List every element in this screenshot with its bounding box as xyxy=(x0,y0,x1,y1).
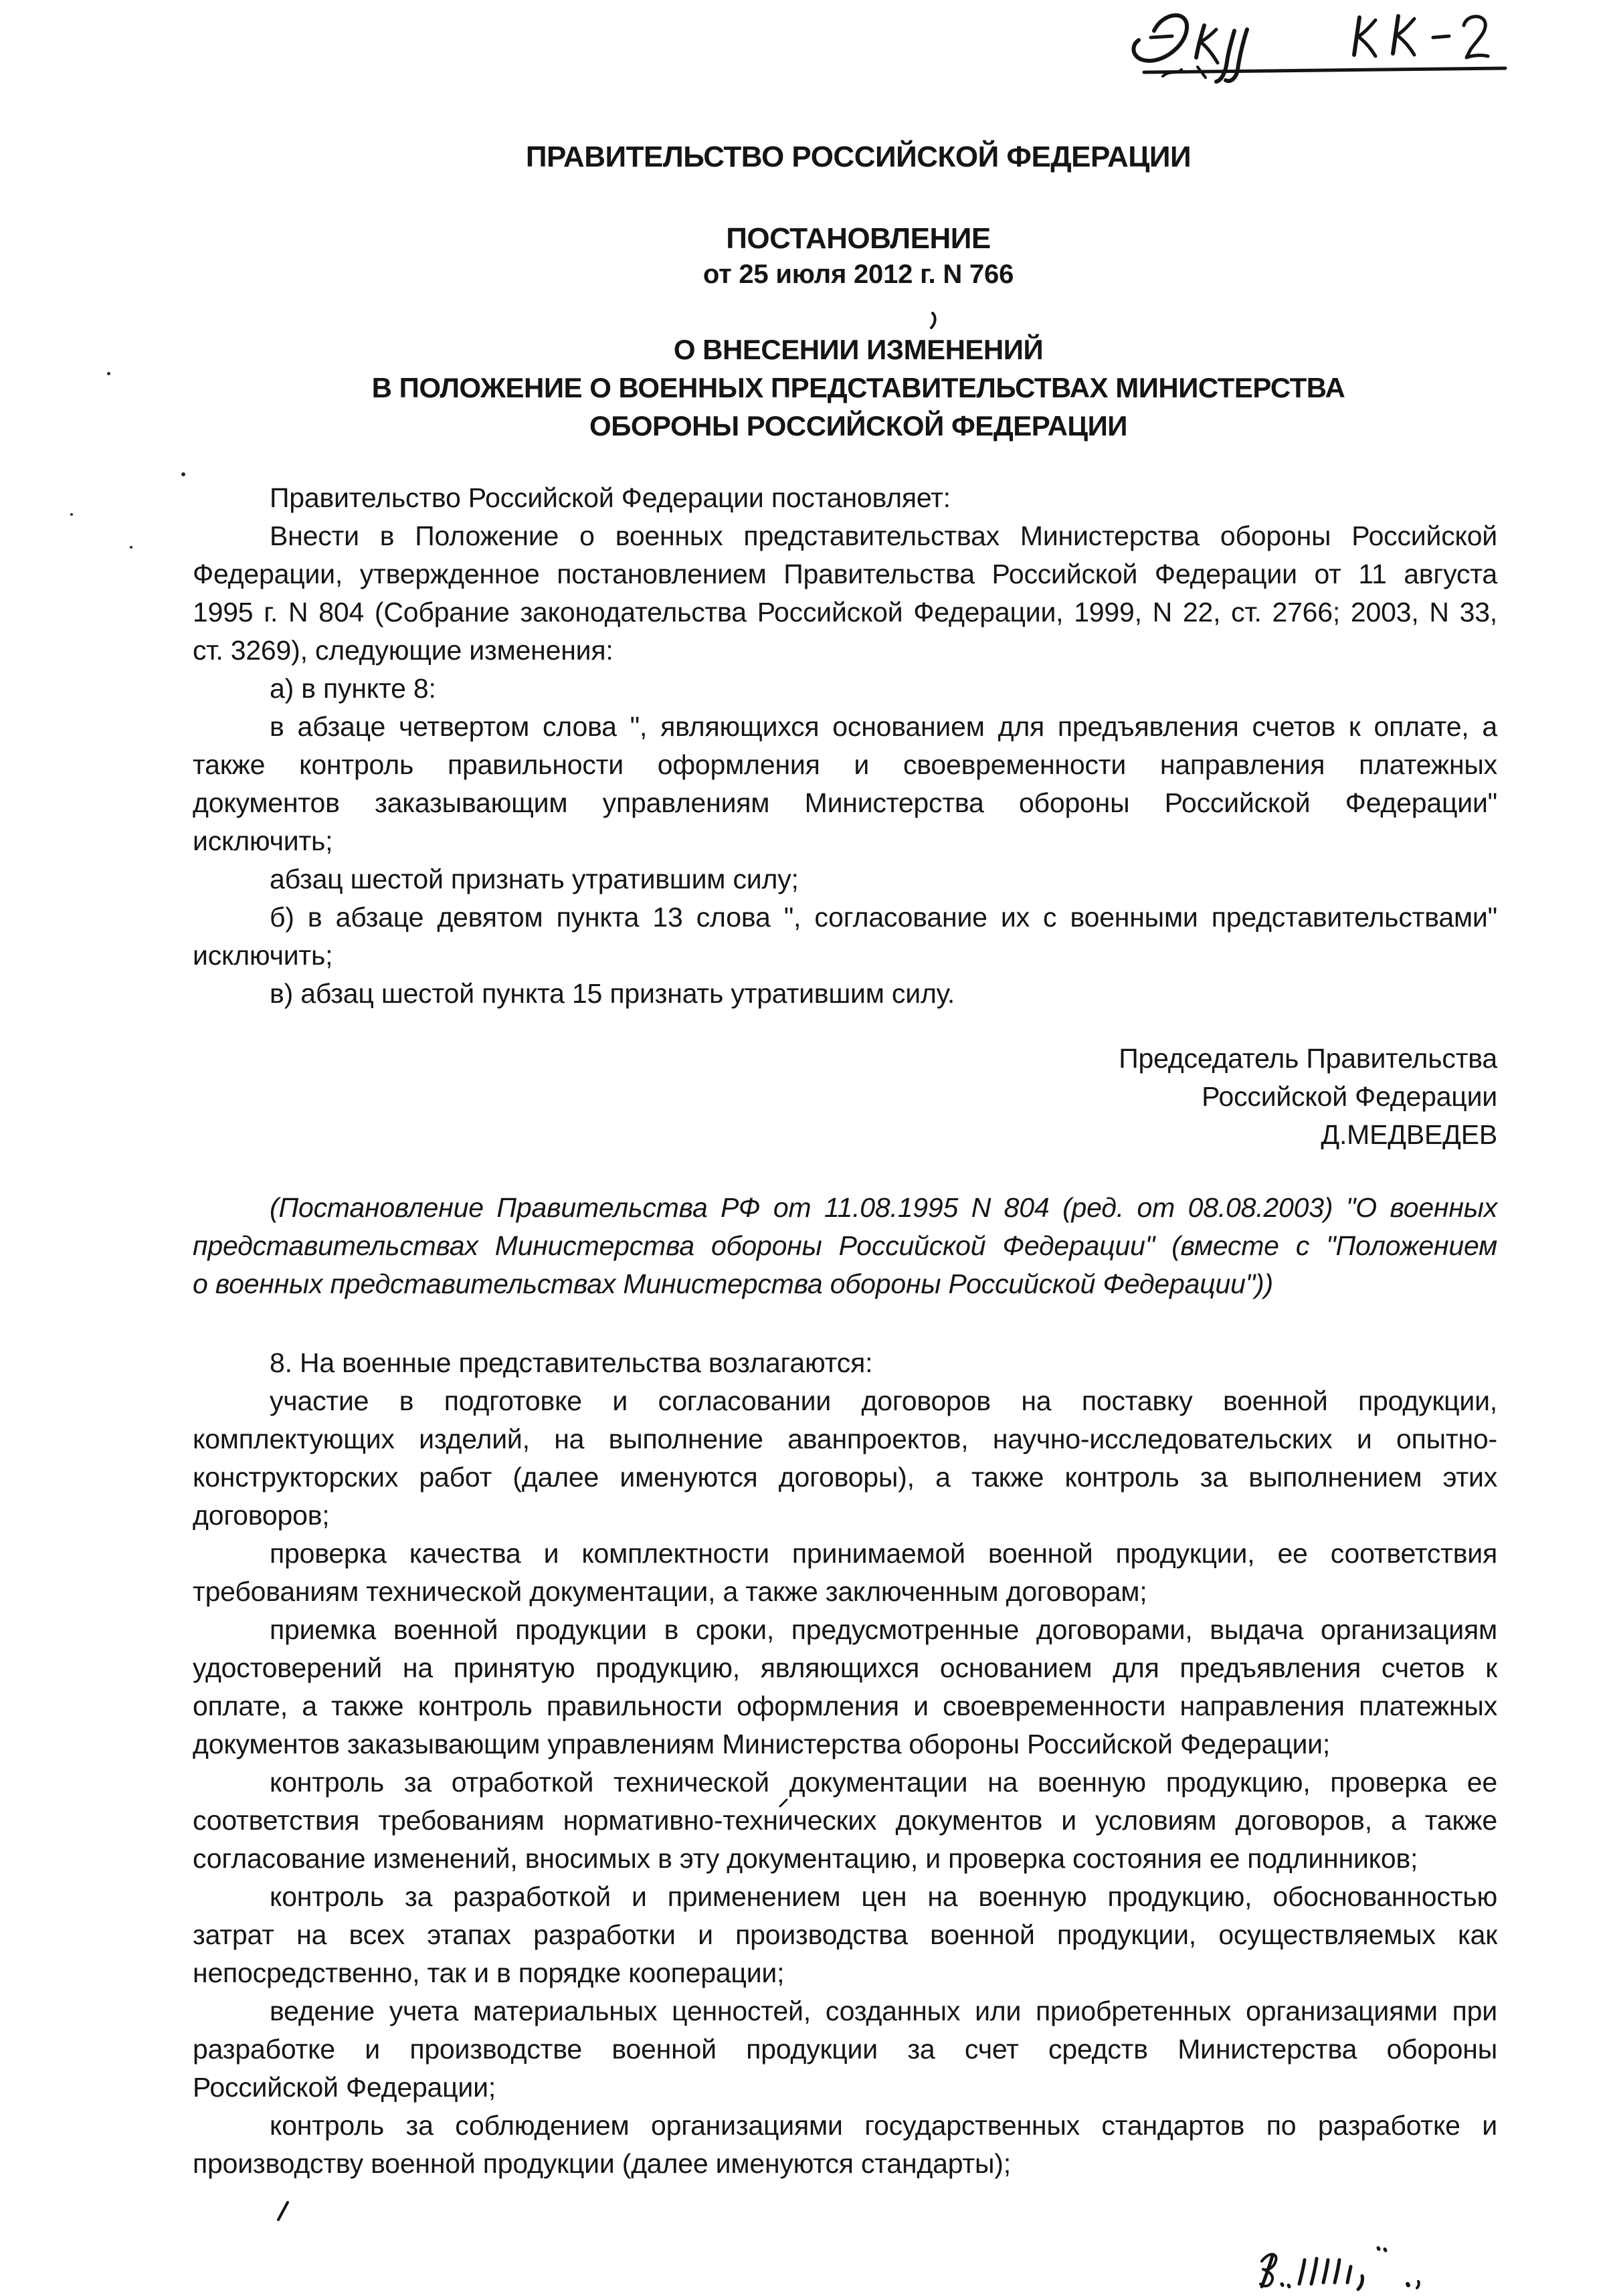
authority-name: ПРАВИТЕЛЬСТВО РОССИЙСКОЙ ФЕДЕРАЦИИ xyxy=(525,140,1192,173)
text-line: Российской Федерации; xyxy=(193,2072,496,2103)
document-type xyxy=(206,219,1511,258)
scan-speck xyxy=(70,513,73,516)
text-line: абзац шестой признать утратившим силу; xyxy=(270,864,799,894)
text-line: Внести в Положение о военных представительствах Министерства обороны Российской xyxy=(270,520,1497,551)
text-line: контроль за отработкой технической документации на военную продукцию, проверка ее xyxy=(270,1767,1497,1798)
text-line: в абзаце четвертом слова ", являющихся основанием для предъявления счетов к оплате, а xyxy=(270,711,1497,742)
reference-note xyxy=(193,1189,1497,1303)
scan-speck xyxy=(181,472,185,476)
signer-title-line: Российской Федерации xyxy=(1202,1081,1497,1112)
text-line: контроль за соблюдением организациями государственных стандартов по разработке и xyxy=(270,2110,1497,2141)
signer-name: Д.МЕДВЕДЕВ xyxy=(1321,1119,1497,1150)
title-line: В ПОЛОЖЕНИЕ О ВОЕННЫХ ПРЕДСТАВИТЕЛЬСТВАХ МИНИСТЕРСТВА xyxy=(371,372,1345,403)
text-line: 8. На военные представительства возлагаются: xyxy=(270,1347,873,1378)
text-line: ведение учета материальных ценностей, созданных или приобретенных организациями при xyxy=(270,1996,1497,2026)
scan-speck xyxy=(130,546,132,549)
text-line: о военных представительствах Министерства обороны Российской Федерации")) xyxy=(193,1268,1273,1299)
text-line: согласование изменений, вносимых в эту документацию, и проверка состояния ее подлинников; xyxy=(193,1843,1418,1874)
regulation-excerpt xyxy=(193,1344,1497,2183)
title-line: ОБОРОНЫ РОССИЙСКОЙ ФЕДЕРАЦИИ xyxy=(589,410,1127,442)
text-line: контроль за разработкой и применением цен на военную продукцию, обоснованностью xyxy=(270,1881,1497,1912)
text-line: Правительство Российской Федерации постановляет: xyxy=(270,482,951,513)
handwritten-note-top xyxy=(1097,3,1552,90)
text-line: оплате, а также контроль правильности оформления и своевременности направления платежных xyxy=(193,1691,1497,1721)
document-title xyxy=(206,330,1511,445)
text-line: Федерации, утвержденное постановлением Правительства Российской Федерации от 11 августа xyxy=(193,559,1497,589)
text-line: исключить; xyxy=(193,940,333,971)
text-line: конструкторских работ (далее именуются договоры), а также контроль за выполнением этих xyxy=(193,1462,1497,1493)
signer-title-line: Председатель Правительства xyxy=(1119,1043,1497,1074)
text-line: 1995 г. N 804 (Собрание законодательства Российской Федерации, 1999, N 22, ст. 2766; 2003, N 33, xyxy=(193,597,1497,628)
document-type-label: ПОСТАНОВЛЕНИЕ xyxy=(726,222,991,255)
text-line: затрат на всех этапах разработки и производства военной продукции, осуществляемых как xyxy=(193,1919,1497,1950)
text-line: комплектующих изделий, на выполнение аванпроектов, научно-исследовательских и опытно- xyxy=(193,1424,1497,1454)
text-line: приемка военной продукции в сроки, предусмотренные договорами, выдача организациям xyxy=(270,1614,1497,1645)
text-line: исключить; xyxy=(193,826,333,856)
resolution-body xyxy=(193,479,1497,1013)
text-line: разработке и производстве военной продукции за счет средств Министерства обороны xyxy=(193,2034,1497,2065)
text-line: в) абзац шестой пункта 15 признать утратившим силу. xyxy=(270,978,955,1009)
text-line: соответствия требованиям нормативно-технических документов и условиям договоров, а также xyxy=(193,1805,1497,1836)
stray-pen-mark xyxy=(274,2200,292,2222)
text-line: также контроль правильности оформления и своевременности направления платежных xyxy=(193,749,1497,780)
text-line: документов заказывающим управлениям Министерства обороны Российской Федерации" xyxy=(193,787,1497,818)
date-number-text: от 25 июля 2012 г. N 766 xyxy=(702,260,1014,289)
document-date-number xyxy=(206,256,1511,294)
text-line: (Постановление Правительства РФ от 11.08.1995 N 804 (ред. от 08.08.2003) "О военных xyxy=(270,1192,1497,1223)
text-line: участие в подготовке и согласовании договоров на поставку военной продукции, xyxy=(270,1385,1497,1416)
text-line: договоров; xyxy=(193,1500,330,1531)
issuing-authority xyxy=(206,138,1511,176)
text-line: представительствах Министерства обороны Российской Федерации" (вместе с "Положением xyxy=(193,1230,1497,1261)
text-line: б) в абзаце девятом пункта 13 слова ", согласование их с военными представительствами" xyxy=(270,902,1497,933)
text-line: производству военной продукции (далее именуются стандарты); xyxy=(193,2148,1011,2179)
text-line: ст. 3269), следующие изменения: xyxy=(193,635,613,666)
signature-block xyxy=(193,1040,1497,1154)
stray-pen-mark xyxy=(776,1797,792,1810)
handwritten-signature-scribble xyxy=(1252,2242,1453,2296)
scan-speck xyxy=(107,372,110,375)
title-line: О ВНЕСЕНИИ ИЗМЕНЕНИЙ xyxy=(673,334,1044,365)
text-line: непосредственно, так и в порядке кооперации; xyxy=(193,1957,785,1988)
stray-pen-mark xyxy=(927,312,943,330)
text-line: удостоверений на принятую продукцию, являющихся основанием для предъявления счетов к xyxy=(193,1652,1497,1683)
text-line: а) в пункте 8: xyxy=(270,673,436,704)
text-line: требованиям технической документации, а также заключенным договорам; xyxy=(193,1576,1147,1607)
text-line: документов заказывающим управлениям Министерства обороны Российской Федерации; xyxy=(193,1729,1331,1759)
text-line: проверка качества и комплектности принимаемой военной продукции, ее соответствия xyxy=(270,1538,1497,1569)
